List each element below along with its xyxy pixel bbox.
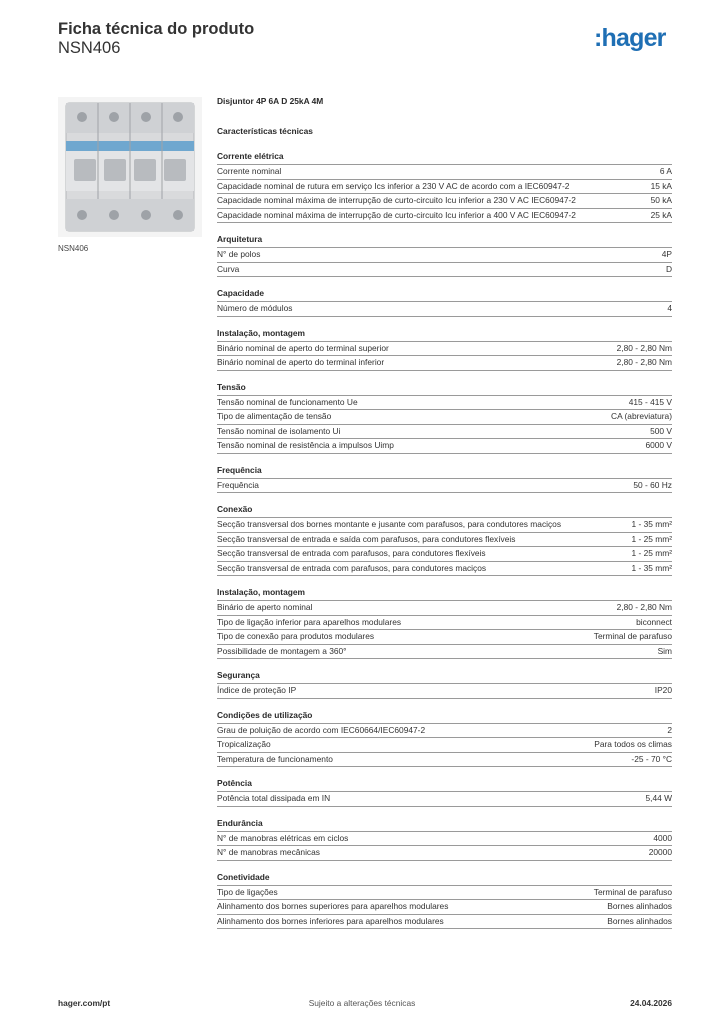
- product-code-heading: NSN406: [58, 39, 121, 57]
- spec-value: CA (abreviatura): [611, 411, 672, 421]
- spec-value: 415 - 415 V: [628, 396, 672, 407]
- spec-value: 6000 V: [645, 440, 672, 450]
- spec-row: [217, 164, 672, 179]
- spec-value: Bornes alinhados: [607, 901, 672, 911]
- spec-row: [217, 478, 672, 494]
- page-title: Ficha técnica do produto: [58, 20, 255, 38]
- spec-value: 1 - 25 mm²: [631, 533, 672, 544]
- product-name: Disjuntor 4P 6A D 25kA 4M: [217, 96, 324, 106]
- spec-label: N° de manobras mecânicas: [217, 847, 320, 857]
- spec-label: Tropicalização: [217, 739, 271, 749]
- section-title: Condições de utilização: [217, 709, 313, 720]
- section-title: Conexão: [217, 504, 253, 514]
- section-title: Capacidade: [217, 288, 265, 298]
- spec-value: Terminal de parafuso: [593, 886, 672, 897]
- spec-value: Para todos os climas: [594, 739, 672, 749]
- spec-value: 50 kA: [650, 195, 672, 205]
- footer-notice: Sujeito a alterações técnicas: [308, 998, 416, 1008]
- spec-row: [217, 301, 672, 317]
- spec-label: N° de manobras elétricas em ciclos: [217, 832, 349, 843]
- spec-row: [217, 683, 672, 699]
- spec-value: 4: [667, 303, 672, 313]
- spec-label: Capacidade nominal máxima de interrupção de curto-circuito Icu inferior a 400 V AC IEC60947-2: [217, 209, 576, 220]
- spec-value: 1 - 35 mm²: [631, 519, 672, 529]
- spec-label: Tipo de ligação inferior para aparelhos modulares: [217, 616, 402, 627]
- section-title: Potência: [217, 778, 252, 788]
- spec-label: Tipo de alimentação de tensão: [217, 411, 332, 421]
- spec-label: Índice de proteção IP: [217, 685, 297, 695]
- spec-row: [217, 791, 672, 807]
- spec-value: Bornes alinhados: [607, 915, 672, 926]
- section-title: Frequência: [217, 464, 262, 475]
- spec-value: 6 A: [659, 166, 672, 176]
- section-title: Instalação, montagem: [217, 587, 305, 597]
- spec-row: [217, 723, 672, 738]
- spec-label: Número de módulos: [217, 303, 293, 313]
- spec-row: [217, 831, 672, 846]
- technical-characteristics-title: Características técnicas: [217, 126, 313, 136]
- spec-value: 4000: [653, 832, 672, 843]
- spec-section: [217, 328, 672, 371]
- spec-label: Tipo de ligações: [217, 886, 278, 897]
- spec-section: [217, 504, 672, 576]
- spec-value: 1 - 25 mm²: [631, 548, 672, 558]
- spec-row: [217, 355, 672, 371]
- spec-section: [217, 587, 672, 659]
- spec-sections: [217, 151, 672, 929]
- spec-row: [217, 247, 672, 262]
- spec-value: 2,80 - 2,80 Nm: [616, 602, 672, 612]
- spec-row: [217, 845, 672, 861]
- spec-row: [217, 615, 672, 630]
- spec-label: Possibilidade de montagem a 360°: [217, 645, 347, 656]
- spec-value: 500 V: [650, 425, 672, 436]
- spec-label: Tensão nominal de resistência a impulsos Uimp: [217, 440, 394, 450]
- section-title: Arquitetura: [217, 234, 263, 244]
- spec-row: [217, 179, 672, 194]
- spec-row: [217, 561, 672, 577]
- circuit-breaker-image: [58, 97, 202, 237]
- spec-section: [217, 288, 672, 317]
- spec-value: 4P: [661, 249, 672, 259]
- spec-label: Potência total dissipada em IN: [217, 793, 331, 803]
- spec-row: [217, 193, 672, 208]
- spec-label: Tensão nominal de funcionamento Ue: [217, 396, 358, 407]
- spec-label: Secção transversal de entrada e saída com parafusos, para condutores flexíveis: [217, 533, 516, 544]
- spec-label: Capacidade nominal máxima de interrupção de curto-circuito Icu inferior a 230 V AC IEC60947-2: [217, 195, 576, 205]
- spec-row: [217, 409, 672, 424]
- spec-row: [217, 424, 672, 439]
- spec-section: [217, 872, 672, 930]
- spec-label: Capacidade nominal de rutura em serviço Ics inferior a 230 V AC de acordo com a IEC60947-2: [217, 180, 570, 191]
- spec-row: [217, 600, 672, 615]
- spec-label: Curva: [217, 263, 240, 274]
- spec-value: 50 - 60 Hz: [633, 479, 672, 490]
- spec-row: [217, 208, 672, 224]
- spec-row: [217, 341, 672, 356]
- spec-value: D: [665, 263, 672, 274]
- section-title: Segurança: [217, 670, 260, 680]
- spec-row: [217, 885, 672, 900]
- spec-label: Secção transversal dos bornes montante e jusante com parafusos, para condutores maciços: [217, 519, 562, 529]
- spec-value: IP20: [654, 685, 672, 695]
- image-caption: NSN406: [58, 244, 89, 253]
- spec-value: 15 kA: [650, 180, 672, 191]
- spec-label: Frequência: [217, 479, 259, 490]
- footer-date: 24.04.2026: [630, 998, 672, 1008]
- spec-section: [217, 778, 672, 807]
- spec-row: [217, 914, 672, 930]
- spec-row: [217, 517, 672, 532]
- spec-value: -25 - 70 °C: [631, 753, 672, 764]
- section-title: Endurância: [217, 817, 263, 828]
- spec-row: [217, 752, 672, 768]
- section-title: Tensão: [217, 381, 246, 392]
- hager-logo[interactable]: :hager: [594, 24, 666, 52]
- spec-label: Grau de poluição de acordo com IEC60664/IEC60947-2: [217, 724, 426, 735]
- spec-value: 1 - 35 mm²: [631, 562, 672, 573]
- footer-website-link[interactable]: hager.com/pt: [58, 998, 111, 1008]
- spec-value: biconnect: [636, 616, 672, 627]
- logo-text: hager: [601, 24, 666, 52]
- spec-value: 2,80 - 2,80 Nm: [616, 342, 672, 353]
- spec-label: Secção transversal de entrada com parafusos, para condutores maciços: [217, 562, 487, 573]
- spec-value: Sim: [657, 645, 672, 656]
- spec-label: Binário de aperto nominal: [217, 602, 313, 612]
- spec-value: 20000: [648, 847, 672, 857]
- spec-value: 25 kA: [650, 209, 672, 220]
- specification-content: [217, 96, 672, 940]
- spec-section: [217, 234, 672, 277]
- spec-section: [217, 710, 672, 768]
- spec-label: N° de polos: [217, 249, 261, 259]
- spec-label: Alinhamento dos bornes superiores para aparelhos modulares: [217, 901, 449, 911]
- spec-row: [217, 644, 672, 660]
- spec-section: [217, 818, 672, 861]
- spec-section: [217, 465, 672, 494]
- spec-value: 5,44 W: [645, 793, 672, 803]
- spec-section: [217, 151, 672, 223]
- spec-label: Corrente nominal: [217, 166, 282, 176]
- spec-row: [217, 737, 672, 752]
- spec-row: [217, 262, 672, 278]
- spec-section: [217, 382, 672, 454]
- spec-section: [217, 670, 672, 699]
- spec-label: Tipo de conexão para produtos modulares: [217, 631, 375, 641]
- spec-value: 2,80 - 2,80 Nm: [616, 357, 672, 367]
- spec-row: [217, 532, 672, 547]
- spec-label: Binário nominal de aperto do terminal inferior: [217, 357, 385, 367]
- spec-value: Terminal de parafuso: [593, 631, 672, 641]
- section-title: Instalação, montagem: [217, 327, 305, 338]
- spec-label: Binário nominal de aperto do terminal superior: [217, 342, 389, 353]
- spec-label: Secção transversal de entrada com parafusos, para condutores flexíveis: [217, 548, 486, 558]
- section-title: Conetividade: [217, 871, 270, 882]
- spec-label: Alinhamento dos bornes inferiores para aparelhos modulares: [217, 915, 444, 926]
- section-title: Corrente elétrica: [217, 151, 284, 161]
- spec-label: Temperatura de funcionamento: [217, 753, 333, 764]
- spec-row: [217, 395, 672, 410]
- spec-row: [217, 629, 672, 644]
- spec-row: [217, 899, 672, 914]
- spec-row: [217, 546, 672, 561]
- spec-row: [217, 438, 672, 454]
- spec-value: 2: [667, 724, 672, 735]
- spec-label: Tensão nominal de isolamento Ui: [217, 425, 341, 436]
